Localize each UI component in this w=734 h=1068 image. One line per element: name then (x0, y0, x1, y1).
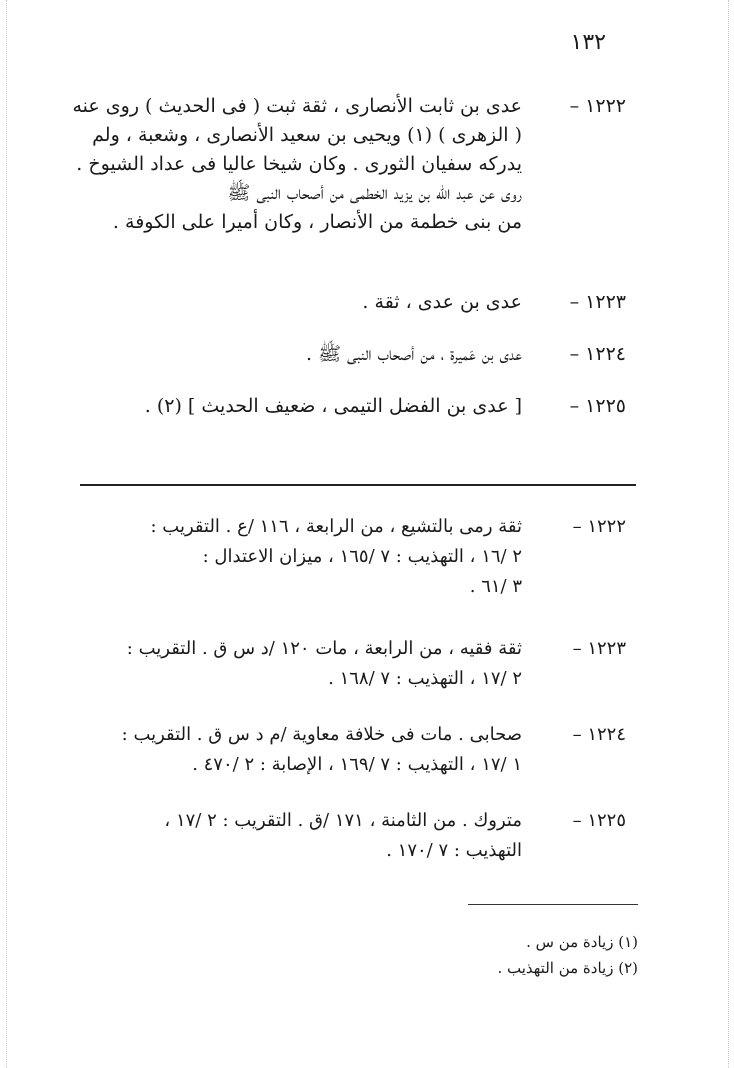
note-text: التهذيب : ٧ /١٧٠ . (386, 840, 522, 861)
entry-number: ١٢٢٣ – (569, 291, 626, 313)
footnote-divider (468, 904, 638, 905)
entry-text: روى عن عبد الله بن يزيد الخطمى من أصحاب النبى ﷺ (227, 182, 522, 204)
note-text: ثقة رمى بالتشيع ، من الرابعة ، ١١٦ /ع . التقريب : (150, 516, 522, 537)
entry-number: ١٢٢٢ – (569, 95, 626, 117)
entry-text: [ عدى بن الفضل التيمى ، ضعيف الحديث ] (٢) . (144, 395, 522, 417)
note-text: ٣ /٦١ . (469, 576, 522, 597)
entry-text: عدى بن ثابت الأنصارى ، ثقة ثبت ( فى الحديث ) روى عنه (72, 95, 522, 117)
entry-number: ١٢٢٥ – (569, 395, 626, 417)
section-divider (80, 484, 636, 486)
page-number: ١٣٢ (570, 30, 606, 55)
entry-1225 (86, 392, 626, 421)
note-text: ثقة فقيه ، من الرابعة ، مات ١٢٠ /د س ق . التقريب : (126, 638, 522, 659)
note-text: صحابى . مات فى خلافة معاوية /م د س ق . التقريب : (121, 724, 522, 745)
entry-1222 (72, 92, 626, 237)
entry-text: من بنى خطمة من الأنصار ، وكان أميرا على الكوفة . (112, 211, 522, 233)
entry-text: يدركه سفيان الثورى . وكان شيخا عاليا فى عداد الشيوخ . (76, 153, 522, 175)
entry-number: ١٢٢٤ – (569, 343, 626, 365)
note-text: متروك . من الثامنة ، ١٧١ /ق . التقريب : ٢ /١٧ ، (164, 810, 522, 831)
note-text: ١ /١٧ ، التهذيب : ٧ /١٦٩ ، الإصابة : ٢ /٤٧٠ . (192, 754, 522, 775)
entry-1223 (86, 288, 626, 317)
note-1224 (86, 720, 626, 780)
entry-text: عدى بن عَميرة ، من أصحاب النبى ﷺ . (305, 343, 522, 365)
entry-text: عدى بن عدى ، ثقة . (362, 291, 522, 313)
footnote-1: (١) زيادة من س . (526, 933, 638, 951)
note-text: ٢ /١٦ ، التهذيب : ٧ /١٦٥ ، ميزان الاعتدال : (202, 546, 522, 567)
footnote-2: (٢) زيادة من التهذيب . (497, 959, 638, 977)
note-1222 (86, 512, 626, 602)
note-number: ١٢٢٢ – (572, 516, 626, 537)
note-number: ١٢٢٥ – (572, 810, 626, 831)
note-number: ١٢٢٤ – (572, 724, 626, 745)
note-1225 (86, 806, 626, 866)
note-1223 (86, 634, 626, 694)
note-number: ١٢٢٣ – (572, 638, 626, 659)
note-text: ٢ /١٧ ، التهذيب : ٧ /١٦٨ . (328, 668, 522, 689)
entry-1224 (86, 340, 626, 369)
entry-text: ( الزهرى ) (١) ويحيى بن سعيد الأنصارى ، وشعبة ، ولم (92, 124, 522, 146)
